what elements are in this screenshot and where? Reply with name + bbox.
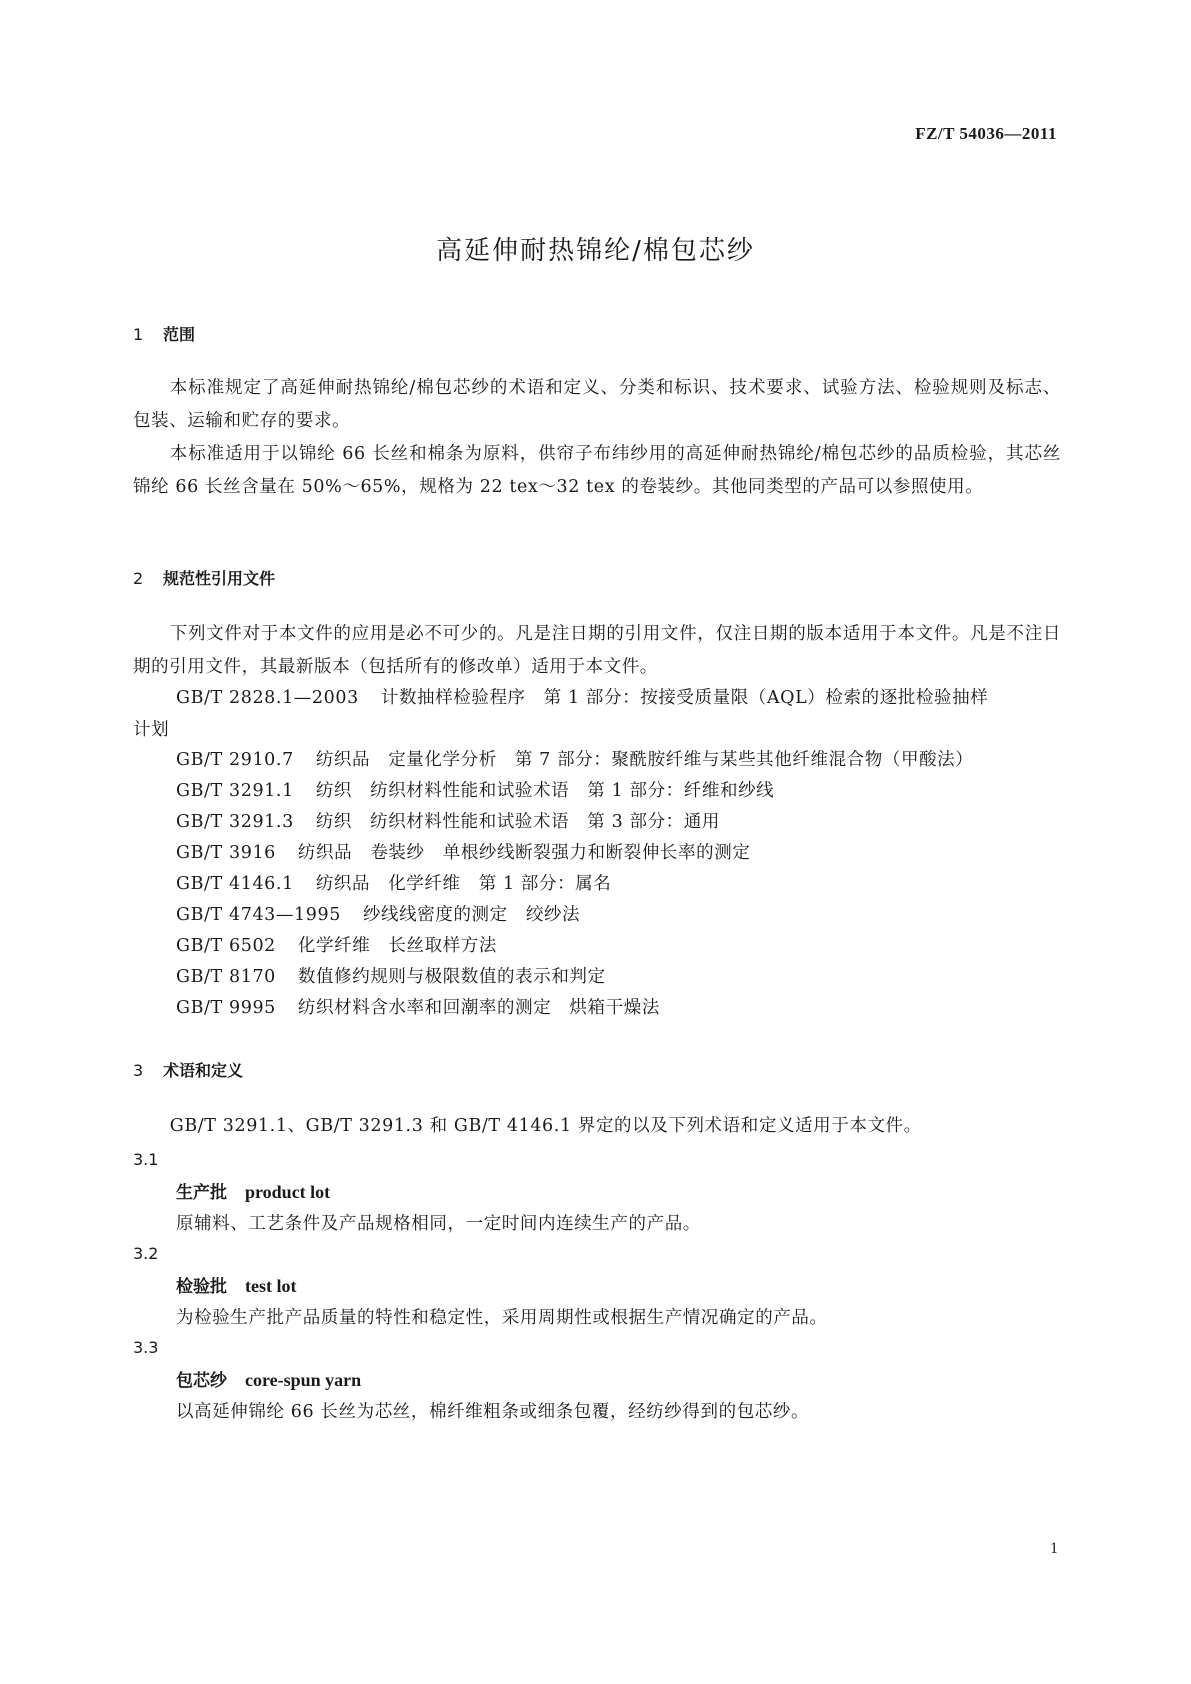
reference-code: GB/T 2910.7 [176, 750, 294, 770]
reference-item [176, 837, 750, 870]
section-number: 2 [133, 569, 144, 588]
section-1-heading [133, 322, 195, 345]
reference-code: GB/T 8170 [176, 967, 276, 987]
term-en: product lot [245, 1182, 331, 1202]
reference-code: GB/T 2828.1—2003 [176, 688, 359, 708]
reference-title: 纱线线密度的测定 绞纱法 [362, 905, 581, 925]
term-name [176, 1272, 296, 1297]
reference-item [176, 682, 988, 715]
reference-item [176, 899, 580, 932]
term-en: core-spun yarn [245, 1370, 362, 1390]
term-name [176, 1178, 330, 1203]
standard-code: FZ/T 54036—2011 [915, 124, 1057, 143]
section-number: 3 [133, 1061, 144, 1080]
reference-title: 纺织品 化学纤维 第 1 部分：属名 [315, 874, 612, 894]
term-definition: 以高延伸锦纶 66 长丝为芯丝，棉纤维粗条或细条包覆，经纺纱得到的包芯纱。 [176, 1402, 810, 1422]
section-2-heading [133, 566, 275, 589]
reference-code: GB/T 9995 [176, 998, 276, 1018]
reference-code: GB/T 4146.1 [176, 874, 294, 894]
section-number: 1 [133, 325, 144, 344]
section-3-heading [133, 1058, 243, 1081]
term-number: 3.3 [133, 1338, 159, 1357]
reference-item [176, 930, 497, 963]
paragraph: GB/T 3291.1、GB/T 3291.3 和 GB/T 4146.1 界定的以及下列术语和定义适用于本文件。 [169, 1116, 922, 1136]
paragraph: 本标准适用于以锦纶 66 长丝和棉条为原料，供帘子布纬纱用的高延伸耐热锦纶/棉包芯纱的品质检验，其芯丝锦纶 66 长丝含量在 50%～65%，规格为 22 tex～32 tex 的卷装纱。其他同类型的产品可以参照使用。 [133, 444, 1061, 497]
reference-code: GB/T 3291.3 [176, 812, 294, 832]
term-en: test lot [245, 1276, 297, 1296]
term-definition: 原辅料、工艺条件及产品规格相同，一定时间内连续生产的产品。 [176, 1214, 701, 1234]
document-title: 高延伸耐热锦纶/棉包芯纱 [436, 236, 755, 266]
term-definition: 为检验生产批产品质量的特性和稳定性，采用周期性或根据生产情况确定的产品。 [176, 1308, 828, 1328]
term-number: 3.2 [133, 1244, 159, 1263]
reference-item [176, 775, 774, 808]
reference-title: 纺织材料含水率和回潮率的测定 烘箱干燥法 [297, 998, 660, 1018]
reference-code: GB/T 3291.1 [176, 781, 294, 801]
reference-title: 纺织 纺织材料性能和试验术语 第 1 部分：纤维和纱线 [315, 781, 775, 801]
term-zh: 生产批 [176, 1183, 227, 1203]
reference-title: 数值修约规则与极限数值的表示和判定 [297, 967, 606, 987]
section-title: 规范性引用文件 [163, 569, 276, 588]
reference-item [176, 961, 606, 994]
reference-title: 纺织 纺织材料性能和试验术语 第 3 部分：通用 [315, 812, 720, 832]
reference-item [176, 744, 973, 777]
paragraph: 下列文件对于本文件的应用是必不可少的。凡是注日期的引用文件，仅注日期的版本适用于本文件。凡是不注日期的引用文件，其最新版本（包括所有的修改单）适用于本文件。 [133, 624, 1061, 677]
reference-item [176, 868, 611, 901]
reference-title: 纺织品 定量化学分析 第 7 部分：聚酰胺纤维与某些其他纤维混合物（甲酸法） [315, 750, 974, 770]
paragraph: 本标准规定了高延伸耐热锦纶/棉包芯纱的术语和定义、分类和标识、技术要求、试验方法、检验规则及标志、包装、运输和贮存的要求。 [133, 378, 1061, 431]
reference-title-continued: 计划 [133, 720, 170, 740]
term-zh: 检验批 [176, 1277, 227, 1297]
reference-code: GB/T 6502 [176, 936, 276, 956]
term-name [176, 1366, 361, 1391]
reference-item [176, 806, 720, 839]
section-title: 术语和定义 [163, 1061, 244, 1080]
reference-title: 计数抽样检验程序 第 1 部分：按接受质量限（AQL）检索的逐批检验抽样 [380, 688, 989, 708]
term-number: 3.1 [133, 1150, 159, 1169]
reference-code: GB/T 4743—1995 [176, 905, 341, 925]
reference-code: GB/T 3916 [176, 843, 276, 863]
page-number: 1 [1050, 1540, 1058, 1557]
section-title: 范围 [163, 325, 196, 344]
reference-title: 化学纤维 长丝取样方法 [297, 936, 498, 956]
term-zh: 包芯纱 [176, 1371, 227, 1391]
reference-item [176, 992, 660, 1025]
reference-title: 纺织品 卷装纱 单根纱线断裂强力和断裂伸长率的测定 [297, 843, 751, 863]
